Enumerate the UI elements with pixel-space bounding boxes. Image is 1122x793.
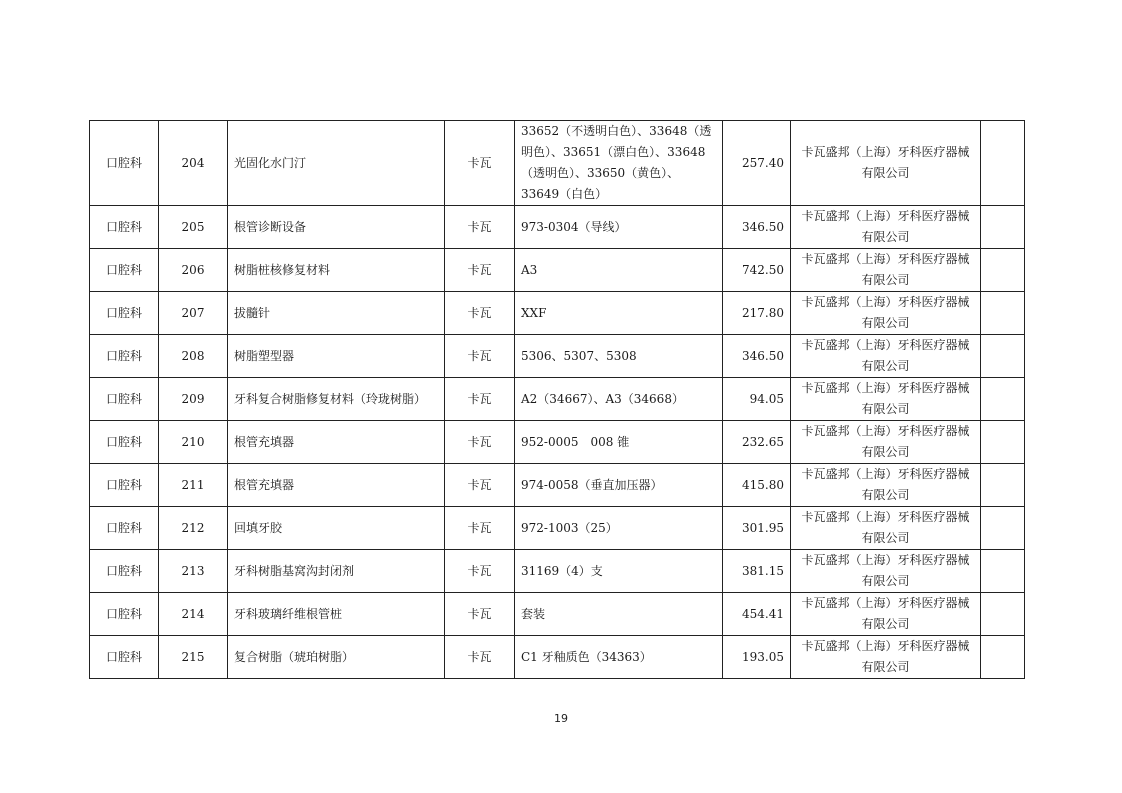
manufacturer-cell: 卡瓦盛邦（上海）牙科医疗器械有限公司 (791, 421, 981, 464)
brand-cell: 卡瓦 (445, 507, 515, 550)
department-cell: 口腔科 (90, 292, 159, 335)
manufacturer-cell: 卡瓦盛邦（上海）牙科医疗器械有限公司 (791, 550, 981, 593)
serial-number-cell: 215 (159, 636, 228, 679)
product-name-cell: 根管充填器 (228, 421, 445, 464)
remark-cell (981, 464, 1025, 507)
remark-cell (981, 206, 1025, 249)
brand-cell: 卡瓦 (445, 636, 515, 679)
price-cell: 257.40 (723, 121, 791, 206)
department-cell: 口腔科 (90, 378, 159, 421)
specification-cell: 5306、5307、5308 (515, 335, 723, 378)
specification-cell: 973-0304（导线） (515, 206, 723, 249)
manufacturer-cell: 卡瓦盛邦（上海）牙科医疗器械有限公司 (791, 636, 981, 679)
remark-cell (981, 636, 1025, 679)
serial-number-cell: 214 (159, 593, 228, 636)
specification-cell: 33652（不透明白色）、33648（透明色）、33651（漂白色）、33648（透明色）、33650（黄色）、33649（白色） (515, 121, 723, 206)
manufacturer-cell: 卡瓦盛邦（上海）牙科医疗器械有限公司 (791, 292, 981, 335)
department-cell: 口腔科 (90, 593, 159, 636)
serial-number-cell: 210 (159, 421, 228, 464)
department-cell: 口腔科 (90, 335, 159, 378)
table-row (90, 550, 1025, 593)
remark-cell (981, 335, 1025, 378)
remark-cell (981, 593, 1025, 636)
price-cell: 454.41 (723, 593, 791, 636)
specification-cell: 952-0005 008 锥 (515, 421, 723, 464)
department-cell: 口腔科 (90, 636, 159, 679)
serial-number-cell: 208 (159, 335, 228, 378)
specification-cell: 972-1003（25） (515, 507, 723, 550)
specification-cell: 974-0058（垂直加压器） (515, 464, 723, 507)
specification-cell: C1 牙釉质色（34363） (515, 636, 723, 679)
manufacturer-cell: 卡瓦盛邦（上海）牙科医疗器械有限公司 (791, 335, 981, 378)
price-cell: 742.50 (723, 249, 791, 292)
price-cell: 415.80 (723, 464, 791, 507)
remark-cell (981, 292, 1025, 335)
department-cell: 口腔科 (90, 464, 159, 507)
serial-number-cell: 213 (159, 550, 228, 593)
manufacturer-cell: 卡瓦盛邦（上海）牙科医疗器械有限公司 (791, 593, 981, 636)
table-row (90, 335, 1025, 378)
brand-cell: 卡瓦 (445, 249, 515, 292)
product-name-cell: 牙科玻璃纤维根管桩 (228, 593, 445, 636)
table-row (90, 593, 1025, 636)
specification-cell: 31169（4）支 (515, 550, 723, 593)
product-name-cell: 拔髓针 (228, 292, 445, 335)
remark-cell (981, 378, 1025, 421)
specification-cell: A3 (515, 249, 723, 292)
price-cell: 217.80 (723, 292, 791, 335)
remark-cell (981, 507, 1025, 550)
manufacturer-cell: 卡瓦盛邦（上海）牙科医疗器械有限公司 (791, 378, 981, 421)
department-cell: 口腔科 (90, 206, 159, 249)
page-number: 19 (554, 712, 568, 725)
price-cell: 193.05 (723, 636, 791, 679)
brand-cell: 卡瓦 (445, 421, 515, 464)
brand-cell: 卡瓦 (445, 121, 515, 206)
price-cell: 232.65 (723, 421, 791, 464)
brand-cell: 卡瓦 (445, 378, 515, 421)
table-row (90, 206, 1025, 249)
price-cell: 94.05 (723, 378, 791, 421)
product-name-cell: 根管充填器 (228, 464, 445, 507)
brand-cell: 卡瓦 (445, 206, 515, 249)
price-cell: 301.95 (723, 507, 791, 550)
brand-cell: 卡瓦 (445, 550, 515, 593)
remark-cell (981, 550, 1025, 593)
product-name-cell: 光固化水门汀 (228, 121, 445, 206)
price-cell: 346.50 (723, 335, 791, 378)
table-row (90, 292, 1025, 335)
serial-number-cell: 212 (159, 507, 228, 550)
product-name-cell: 牙科复合树脂修复材料（玲珑树脂） (228, 378, 445, 421)
department-cell: 口腔科 (90, 507, 159, 550)
brand-cell: 卡瓦 (445, 335, 515, 378)
serial-number-cell: 207 (159, 292, 228, 335)
table-row (90, 636, 1025, 679)
remark-cell (981, 421, 1025, 464)
product-name-cell: 牙科树脂基窝沟封闭剂 (228, 550, 445, 593)
table-row (90, 464, 1025, 507)
manufacturer-cell: 卡瓦盛邦（上海）牙科医疗器械有限公司 (791, 249, 981, 292)
product-name-cell: 树脂塑型器 (228, 335, 445, 378)
price-cell: 381.15 (723, 550, 791, 593)
table-row (90, 421, 1025, 464)
product-name-cell: 根管诊断设备 (228, 206, 445, 249)
brand-cell: 卡瓦 (445, 292, 515, 335)
product-name-cell: 树脂桩核修复材料 (228, 249, 445, 292)
serial-number-cell: 209 (159, 378, 228, 421)
department-cell: 口腔科 (90, 421, 159, 464)
serial-number-cell: 204 (159, 121, 228, 206)
manufacturer-cell: 卡瓦盛邦（上海）牙科医疗器械有限公司 (791, 121, 981, 206)
remark-cell (981, 121, 1025, 206)
table-row (90, 121, 1025, 206)
department-cell: 口腔科 (90, 249, 159, 292)
brand-cell: 卡瓦 (445, 593, 515, 636)
specification-cell: XXF (515, 292, 723, 335)
department-cell: 口腔科 (90, 121, 159, 206)
remark-cell (981, 249, 1025, 292)
serial-number-cell: 206 (159, 249, 228, 292)
serial-number-cell: 211 (159, 464, 228, 507)
brand-cell: 卡瓦 (445, 464, 515, 507)
serial-number-cell: 205 (159, 206, 228, 249)
table-row (90, 378, 1025, 421)
manufacturer-cell: 卡瓦盛邦（上海）牙科医疗器械有限公司 (791, 507, 981, 550)
manufacturer-cell: 卡瓦盛邦（上海）牙科医疗器械有限公司 (791, 206, 981, 249)
specification-cell: A2（34667）、A3（34668） (515, 378, 723, 421)
product-name-cell: 复合树脂（琥珀树脂） (228, 636, 445, 679)
table-row (90, 507, 1025, 550)
product-name-cell: 回填牙胶 (228, 507, 445, 550)
price-cell: 346.50 (723, 206, 791, 249)
manufacturer-cell: 卡瓦盛邦（上海）牙科医疗器械有限公司 (791, 464, 981, 507)
specification-cell: 套装 (515, 593, 723, 636)
table-row (90, 249, 1025, 292)
product-price-table (89, 120, 1025, 679)
department-cell: 口腔科 (90, 550, 159, 593)
